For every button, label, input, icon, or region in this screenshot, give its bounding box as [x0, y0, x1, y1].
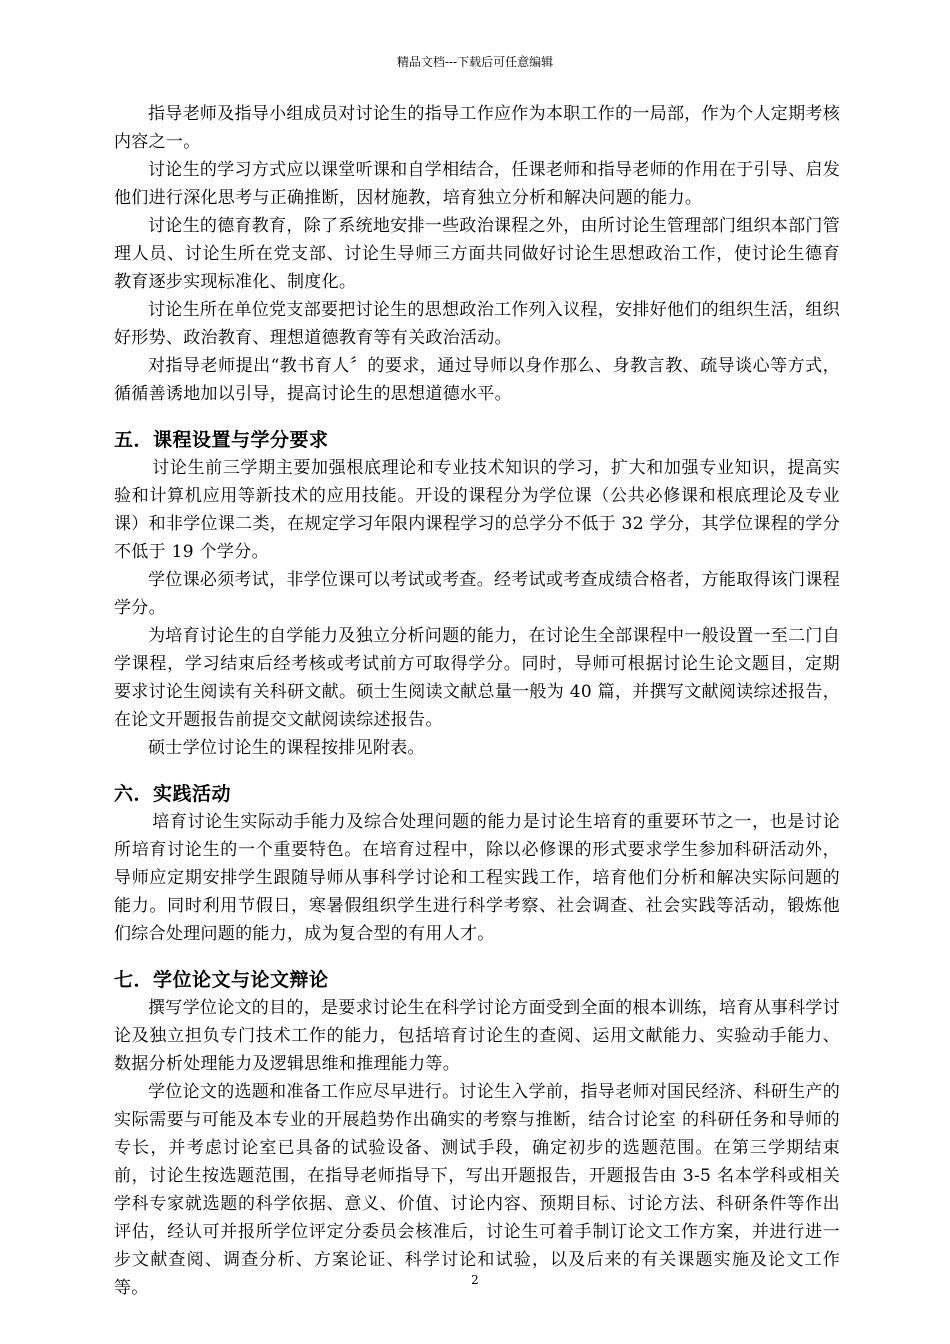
page-number: 2	[471, 1273, 479, 1287]
intro-paragraph-4: 讨论生所在单位党支部要把讨论生的思想政治工作列入议程，安排好他们的组织生活，组织好形势、政治教育、理想道德教育等有关政治活动。	[114, 300, 840, 348]
intro-paragraph-5: 对指导老师提出“教书育人〞的要求，通过导师以身作那么、身教言教、疏导谈心等方式，循循善诱地加以引导，提高讨论生的思想道德水平。	[114, 356, 840, 404]
section-5-paragraph-3: 为培育讨论生的自学能力及独立分析问题的能力，在讨论生全部课程中一般设置一至二门自学课程，学习结束后经考核或考试前方可取得学分。同时，导师可根据讨论生论文题目，定期要求讨论生阅读有关科研文献。硕士生阅读文献总量一般为 40 篇，并撰写文献阅读综述报告，在论文开题报告前提交文献阅读综述报告。	[114, 626, 840, 730]
page-content	[114, 100, 840, 1302]
section-7-paragraph-1: 撰写学位论文的目的，是要求讨论生在科学讨论方面受到全面的根本训练，培育从事科学讨论及独立担负专门技术工作的能力，包括培育讨论生的查阅、运用文献能力、实验动手能力、数据分析处理能力及逻辑思维和推理能力等。	[114, 998, 840, 1074]
section-6-paragraph-1: 培育讨论生实际动手能力及综合处理问题的能力是讨论生培育的重要环节之一，也是讨论所培育讨论生的一个重要特色。在培育过程中，除以必修课的形式要求学生参加科研活动外，导师应定期安排学生跟随导师从事科学讨论和工程实践工作，培育他们分析和解决实际问题的能力。同时利用节假日，寒暑假组织学生进行科学考察、社会调查、社会实践等活动，锻炼他们综合处理问题的能力，成为复合型的有用人才。	[114, 812, 840, 944]
section-5-paragraph-4: 硕士学位讨论生的课程按排见附表。	[148, 738, 425, 758]
page-header: 精品文档---下载后可任意编辑	[396, 55, 554, 69]
section-7-heading: 七．学位论文与论文辩论	[114, 969, 329, 991]
intro-paragraph-3: 讨论生的德育教育，除了系统地安排一些政治课程之外，由所讨论生管理部门组织本部门管理人员、讨论生所在党支部、讨论生导师三方面共同做好讨论生思想政治工作，使讨论生德育教育逐步实现标准化、制度化。	[114, 216, 840, 292]
intro-paragraph-1: 指导老师及指导小组成员对讨论生的指导工作应作为本职工作的一局部，作为个人定期考核内容之一。	[114, 104, 840, 152]
section-5-paragraph-2: 学位课必须考试，非学位课可以考试或考查。经考试或考查成绩合格者，方能取得该门课程学分。	[114, 570, 840, 618]
intro-paragraph-2: 讨论生的学习方式应以课堂听课和自学相结合，任课老师和指导老师的作用在于引导、启发他们进行深化思考与正确推断，因材施教，培育独立分析和解决问题的能力。	[114, 160, 840, 208]
section-5-heading: 五．课程设置与学分要求	[114, 429, 329, 451]
section-5-paragraph-1: 讨论生前三学期主要加强根底理论和专业技术知识的学习，扩大和加强专业知识，提高实验和计算机应用等新技术的应用技能。开设的课程分为学位课（公共必修课和根底理论及专业课）和非学位课二类，在规定学习年限内课程学习的总学分不低于 32 学分，其学位课程的学分不低于 19 个学分。	[114, 458, 840, 562]
section-6-heading: 六．实践活动	[114, 783, 232, 805]
section-7-paragraph-2: 学位论文的选题和准备工作应尽早进行。讨论生入学前，指导老师对国民经济、科研生产的实际需要与可能及本专业的开展趋势作出确实的考察与推断，结合讨论室 的科研任务和导师的专长，并考虑讨论室已具备的试验设备、测试手段，确定初步的选题范围。在第三学期结束前，讨论生按选题范围，在指导老师指导下，写出开题报告，开题报告由 3-5 名本学科或相关学科专家就选题的科学依据、意义、价值、讨论内容、预期目标、讨论方法、科研条件等作出评估，经认可并报所学位评定分委员会核准后，讨论生可着手制订论文工作方案，并进行进一步文献查阅、调查分析、方案论证、科学讨论和试验，以及后来的有关课题实施及论文工作等。	[114, 1082, 840, 1298]
